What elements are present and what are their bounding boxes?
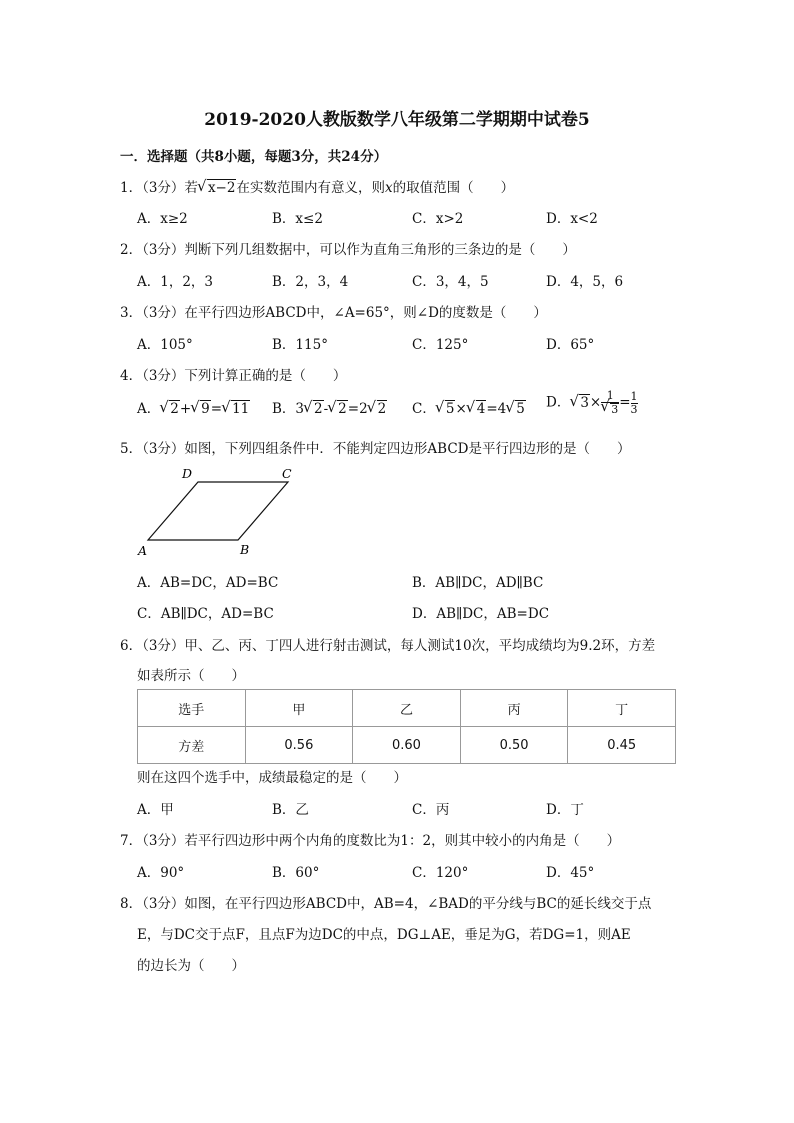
q4-option-b[interactable] bbox=[272, 397, 387, 417]
q4-option-a[interactable] bbox=[137, 397, 250, 417]
table-header-cell: 丁 bbox=[568, 690, 676, 727]
q4-a-label: A． bbox=[137, 401, 161, 417]
table-header-cell: 甲 bbox=[245, 690, 353, 727]
vertex-label-c: C bbox=[282, 466, 292, 481]
q4-d-rnum: 1 bbox=[630, 389, 638, 403]
question-4-stem: 4．（3分）下列计算正确的是（ ） bbox=[120, 368, 347, 384]
sqrt-symbol bbox=[222, 401, 250, 417]
sqrt-symbol bbox=[601, 403, 619, 416]
q7-option-b[interactable]: B．60° bbox=[272, 865, 320, 881]
question-5-stem: 5．（3分）如图，下列四组条件中．不能判定四边形ABCD是平行四边形的是（ ） bbox=[120, 441, 631, 457]
question-6-stem-line2: 如表所示（ ） bbox=[137, 668, 245, 684]
q4-a-c: 11 bbox=[232, 401, 250, 417]
q4-b-eq: =2 bbox=[347, 401, 368, 417]
sqrt-symbol bbox=[570, 395, 590, 411]
q6-option-a[interactable]: A．甲 bbox=[137, 802, 174, 818]
q4-c-label: C． bbox=[412, 401, 436, 417]
q3-option-a[interactable]: A．105° bbox=[137, 337, 193, 353]
q1-stem-end: 的取值范围（ ） bbox=[392, 180, 515, 196]
q7-option-a[interactable]: A．90° bbox=[137, 865, 185, 881]
sqrt-symbol bbox=[160, 401, 180, 417]
q6-option-c[interactable]: C．丙 bbox=[412, 802, 450, 818]
table-cell: 0.45 bbox=[568, 727, 676, 764]
q5-option-d[interactable]: D．AB∥DC，AB=DC bbox=[412, 606, 550, 622]
question-6-stem-line1: 6．（3分）甲、乙、丙、丁四人进行射击测试，每人测试10次，平均成绩均为9.2环，方差 bbox=[120, 638, 656, 654]
q4-d-eq: = bbox=[619, 394, 631, 411]
question-8-line2: E，与DC交于点F，且点F为边DC的中点，DG⊥AE，垂足为G，若DG=1，则AE bbox=[137, 927, 631, 943]
table-header-cell: 选手 bbox=[138, 690, 246, 727]
q4-c-c: 5 bbox=[516, 401, 525, 417]
q1-var: x bbox=[384, 180, 393, 196]
q1-option-c[interactable]: C．x>2 bbox=[412, 211, 464, 227]
q4-a-a: 2 bbox=[170, 401, 179, 417]
vertex-label-a: A bbox=[138, 543, 148, 558]
q4-d-num: 1 bbox=[601, 390, 619, 403]
q7-option-c[interactable]: C．120° bbox=[412, 865, 469, 881]
page-title: 2019-2020人教版数学八年级第二学期期中试卷5 bbox=[204, 110, 590, 130]
q4-c-times: × bbox=[455, 401, 467, 417]
q1-option-a[interactable]: A．x≥2 bbox=[137, 211, 188, 227]
q4-b-minus: - bbox=[323, 401, 329, 417]
q4-d-fraction bbox=[601, 390, 619, 416]
q3-option-b[interactable]: B．115° bbox=[272, 337, 328, 353]
q4-b-label: B．3 bbox=[272, 401, 305, 417]
vertex-label-d: D bbox=[182, 466, 193, 481]
section-heading: 一．选择题（共8小题，每题3分，共24分） bbox=[120, 149, 388, 165]
q2-option-a[interactable]: A．1，2，3 bbox=[137, 274, 214, 290]
table-cell: 0.50 bbox=[460, 727, 568, 764]
vertex-label-b: B bbox=[240, 542, 250, 557]
sqrt-symbol bbox=[191, 401, 211, 417]
question-7-stem: 7．（3分）若平行四边形中两个内角的度数比为1：2，则其中较小的内角是（ ） bbox=[120, 833, 621, 849]
table-header-cell: 乙 bbox=[353, 690, 461, 727]
q4-c-b: 4 bbox=[476, 401, 486, 417]
sqrt-symbol bbox=[198, 180, 237, 196]
q4-d-times: × bbox=[589, 394, 602, 411]
q5-option-a[interactable]: A．AB=DC，AD=BC bbox=[137, 575, 279, 591]
table-cell: 方差 bbox=[138, 727, 246, 764]
question-8-line1: 8．（3分）如图，在平行四边形ABCD中，AB=4，∠BAD的平分线与BC的延长线交于点 bbox=[120, 896, 652, 912]
q1-radicand: x−2 bbox=[207, 180, 236, 196]
q4-c-a: 5 bbox=[445, 401, 455, 417]
table-cell: 0.56 bbox=[245, 727, 353, 764]
q2-option-b[interactable]: B．2，3，4 bbox=[272, 274, 349, 290]
q1-option-d[interactable]: D．x<2 bbox=[546, 211, 598, 227]
table-row bbox=[138, 727, 676, 764]
sqrt-symbol bbox=[467, 401, 487, 417]
q4-a-b: 9 bbox=[201, 401, 210, 417]
sqrt-symbol bbox=[506, 401, 526, 417]
variance-table bbox=[137, 689, 676, 764]
q4-a-eq: = bbox=[210, 401, 223, 417]
q4-d-label: D． bbox=[546, 394, 571, 411]
q4-b-c: 2 bbox=[377, 401, 387, 417]
sqrt-symbol bbox=[436, 401, 456, 417]
q4-a-plus: + bbox=[179, 401, 192, 417]
sqrt-symbol bbox=[368, 401, 388, 417]
q2-option-d[interactable]: D．4，5，6 bbox=[546, 274, 624, 290]
q4-d-a: 3 bbox=[580, 394, 589, 411]
q4-option-c[interactable] bbox=[412, 397, 526, 417]
question-6-after: 则在这四个选手中，成绩最稳定的是（ ） bbox=[137, 770, 407, 786]
question-2-stem: 2．（3分）判断下列几组数据中，可以作为直角三角形的三条边的是（ ） bbox=[120, 242, 576, 258]
parallelogram-figure bbox=[130, 462, 310, 558]
q4-d-result-fraction bbox=[631, 391, 638, 416]
q3-option-d[interactable]: D．65° bbox=[546, 337, 595, 353]
q1-stem-pre: 1．（3分）若 bbox=[120, 180, 198, 196]
q6-option-d[interactable]: D．丁 bbox=[546, 802, 584, 818]
table-cell: 0.60 bbox=[353, 727, 461, 764]
q4-d-den: √ 3 bbox=[611, 403, 619, 416]
sqrt-symbol bbox=[328, 401, 348, 417]
q4-b-a: 2 bbox=[314, 401, 323, 417]
q1-option-b[interactable]: B．x≤2 bbox=[272, 211, 323, 227]
q5-option-b[interactable]: B．AB∥DC，AD∥BC bbox=[412, 575, 544, 591]
table-row bbox=[138, 690, 676, 727]
q3-option-c[interactable]: C．125° bbox=[412, 337, 469, 353]
parallelogram-shape bbox=[148, 482, 288, 540]
q2-option-c[interactable]: C．3，4，5 bbox=[412, 274, 489, 290]
q4-c-eq: =4 bbox=[486, 401, 507, 417]
question-3-stem: 3．（3分）在平行四边形ABCD中，∠A=65°，则∠D的度数是（ ） bbox=[120, 305, 547, 321]
question-8-line3: 的边长为（ ） bbox=[137, 958, 245, 974]
table-header-cell: 丙 bbox=[460, 690, 568, 727]
question-1-stem bbox=[120, 176, 514, 196]
q4-option-d[interactable] bbox=[546, 390, 638, 416]
q1-stem-post: 在实数范围内有意义，则 bbox=[236, 180, 385, 196]
sqrt-symbol bbox=[304, 401, 324, 417]
q5-option-c[interactable]: C．AB∥DC，AD=BC bbox=[137, 606, 274, 622]
q7-option-d[interactable]: D．45° bbox=[546, 865, 595, 881]
q4-b-b: 2 bbox=[338, 401, 347, 417]
q6-option-b[interactable]: B．乙 bbox=[272, 802, 309, 818]
q4-d-rden: 3 bbox=[630, 402, 638, 416]
